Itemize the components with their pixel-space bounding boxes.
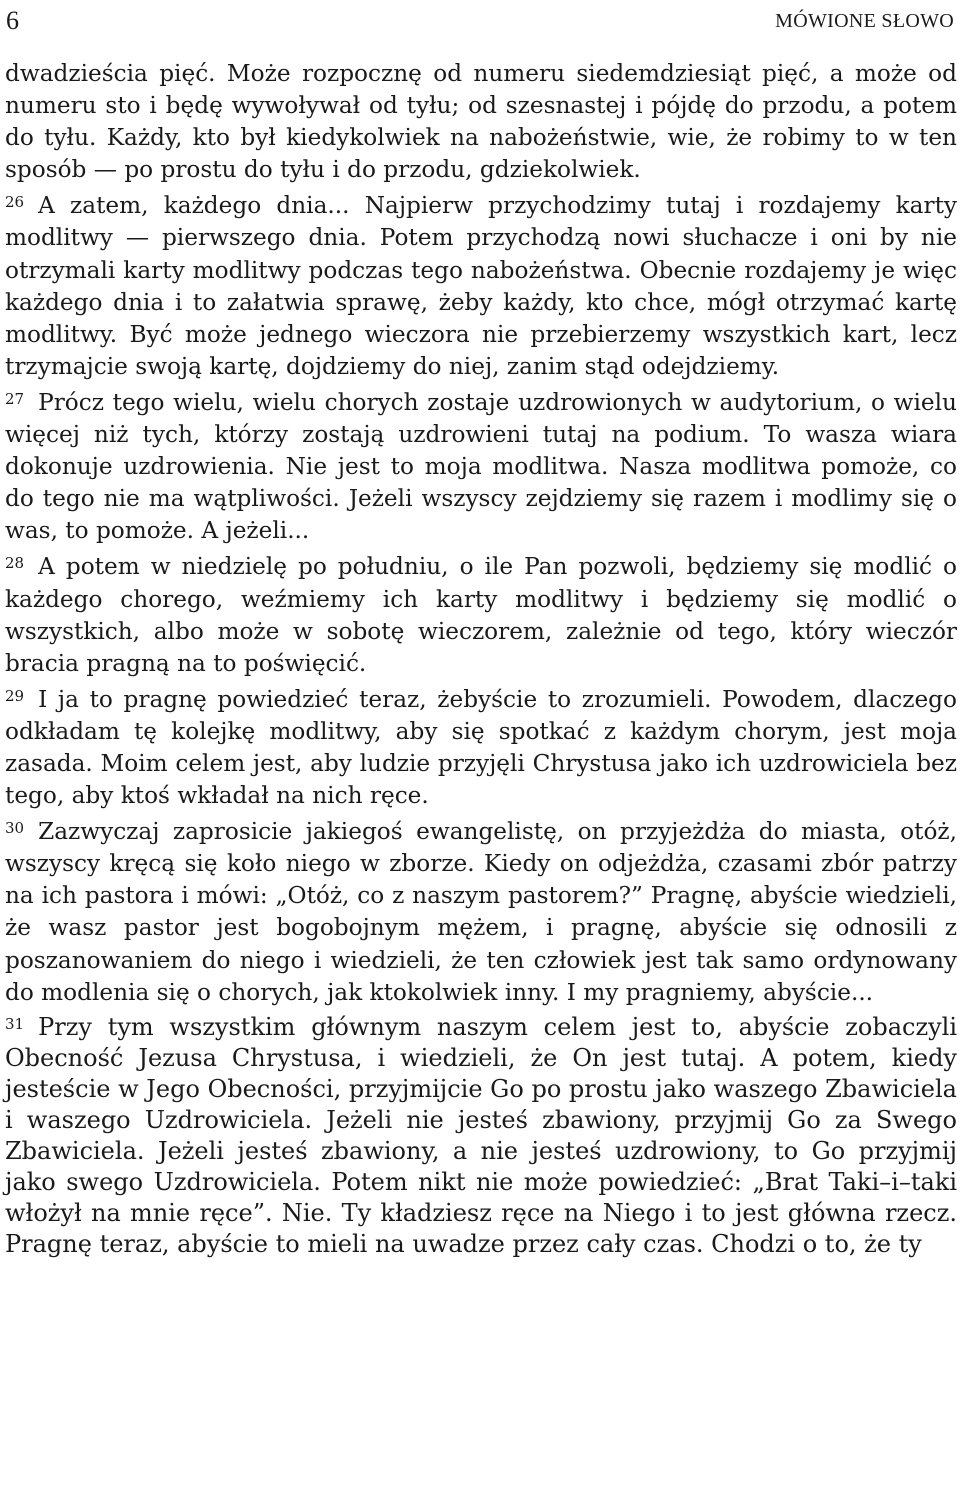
- paragraph-number: 30: [5, 819, 25, 838]
- paragraph-text: dwadzieścia pięć. Może rozpocznę od numeru siedemdziesiąt pięć, a może od numeru sto i będę wywoływał od tyłu; od szesnastej i pójdę do przodu, a potem do tyłu. Każdy, kto był kiedykolwiek na nabożeństwie, wie, że robimy to w ten sposób — po prostu do tyłu i do przodu, gdziekolwiek.: [5, 60, 957, 184]
- paragraph-26: [5, 186, 957, 383]
- page-header: [0, 0, 960, 48]
- paragraph-31: [5, 1009, 957, 1260]
- paragraph-text: Przy tym wszystkim głównym naszym celem jest to, abyście zobaczyli Obecność Jezusa Chrystusa, i wiedzieli, że On jest tutaj. A potem, kiedy jesteście w Jego Obecności, przyjmijcie Go po prostu jako waszego Zbawiciela i waszego Uzdrowiciela. Jeżeli nie jesteś zbawiony, przyjmij Go za Swego Zbawiciela. Jeżeli jesteś zbawiony, a nie jesteś uzdrowiony, to Go przyjmij jako swego Uzdrowiciela. Potem nikt nie może powiedzieć: „Brat Taki–i–taki włożył na mnie ręce”. Nie. Ty kładziesz ręce na Niego i to jest główna rzecz. Pragnę teraz, abyście to mieli na uwadze przez cały czas. Chodzi o to, że ty: [5, 1012, 957, 1258]
- paragraph-continuation: [5, 58, 957, 186]
- paragraph-29: [5, 680, 957, 812]
- paragraph-number: 29: [5, 686, 25, 705]
- paragraph-28: [5, 547, 957, 679]
- body-text: [5, 58, 957, 1260]
- paragraph-text: I ja to pragnę powiedzieć teraz, żebyście to zrozumieli. Powodem, dlaczego odkładam tę kolejkę modlitwy, aby się spotkać z każdym chorym, jest moja zasada. Moim celem jest, aby ludzie przyjęli Chrystusa jako ich uzdrowiciela bez tego, aby ktoś wkładał na nich ręce.: [5, 685, 957, 810]
- paragraph-text: A potem w niedzielę po południu, o ile Pan pozwoli, będziemy się modlić o każdego chorego, weźmiemy ich karty modlitwy i będziemy się modlić o wszystkich, albo może w sobotę wieczorem, zależnie od tego, który wieczór bracia pragną na to poświęcić.: [5, 553, 957, 677]
- paragraph-number: 27: [5, 389, 25, 408]
- paragraph-30: [5, 812, 957, 1009]
- running-title: MÓWIONE SŁOWO: [775, 10, 954, 32]
- paragraph-text: Prócz tego wielu, wielu chorych zostaje uzdrowionych w audytorium, o wielu więcej niż tych, którzy zostają uzdrowieni tutaj na podium. To wasza wiara dokonuje uzdrowienia. Nie jest to moja modlitwa. Nasza modlitwa pomoże, co do tego nie ma wątpliwości. Jeżeli wszyscy zejdziemy się razem i modlimy się o was, to pomoże. A jeżeli...: [5, 388, 957, 545]
- paragraph-text: A zatem, każdego dnia... Najpierw przychodzimy tutaj i rozdajemy karty modlitwy — pierwszego dnia. Potem przychodzą nowi słuchacze i oni by nie otrzymali karty modlitwy podczas tego nabożeństwa. Obecnie rozdajemy je więc każdego dnia i to załatwia sprawę, żeby każdy, kto chce, mógł otrzymać kartę modlitwy. Być może jednego wieczora nie przebierzemy wszystkich kart, lecz trzymajcie swoją kartę, dojdziemy do niej, zanim stąd odejdziemy.: [5, 192, 957, 380]
- paragraph-text: Zazwyczaj zaprosicie jakiegoś ewangelistę, on przyjeżdża do miasta, otóż, wszyscy kręcą się koło niego w zborze. Kiedy on odjeżdża, czasami zbór patrzy na ich pastora i mówi: „Otóż, co z naszym pastorem?” Pragnę, abyście wiedzieli, że wasz pastor jest bogobojnym mężem, i pragnę, abyście się odnosili z poszanowaniem do niego i wiedzieli, że ten człowiek jest tak samo ordynowany do modlenia się o chorych, jak ktokolwiek inny. I my pragniemy, abyście...: [5, 818, 957, 1006]
- paragraph-number: 28: [5, 554, 25, 573]
- page-number: 6: [6, 6, 19, 35]
- paragraph-27: [5, 383, 957, 547]
- paragraph-number: 26: [5, 193, 25, 212]
- paragraph-number: 31: [5, 1014, 25, 1033]
